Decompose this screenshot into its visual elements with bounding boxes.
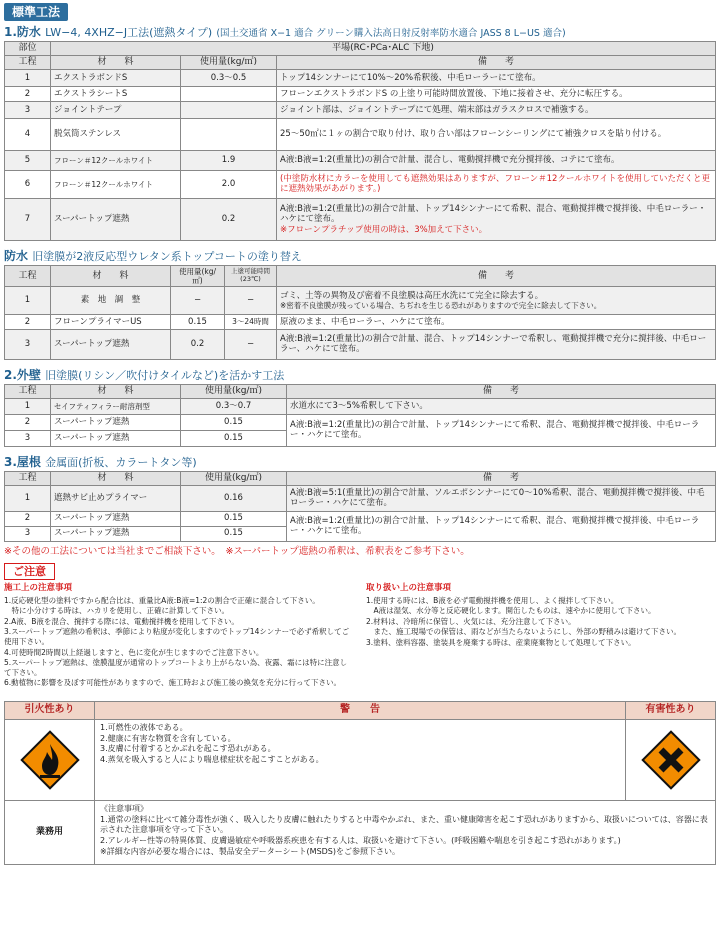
header-material: 材 料	[51, 384, 181, 398]
header-material: 材 料	[51, 56, 181, 70]
flammable-header: 引火性あり	[5, 701, 95, 719]
time: −	[225, 286, 277, 314]
header-material: 材 料	[51, 265, 171, 286]
note: ジョイント部は、ジョイントテープにて処理、端末部はガラスクロスで補強する。	[277, 101, 716, 118]
note: トップ14シンナーにて10%〜20%希釈後、中毛ローラーにて塗布。	[277, 69, 716, 86]
note: 水道水にて3〜5%希釈して下さい。	[287, 398, 716, 414]
list-item: 3.塗料、塗料容器、塗装具を廃棄する時は、産業廃棄物として処理して下さい。	[366, 638, 636, 648]
note-cell	[277, 198, 716, 240]
section2-title	[4, 366, 716, 384]
usage: 0.15	[181, 511, 287, 526]
table-row	[5, 118, 716, 150]
note: 原液のまま、中毛ローラー、ハケにて塗布。	[277, 314, 716, 329]
header-time-line1: 上塗可能時間	[231, 267, 270, 276]
usage: 2.0	[181, 170, 277, 198]
header-note: 備 考	[287, 471, 716, 485]
list-item: 2.材料は、冷暗所に保管し、火気には、充分注意して下さい。	[366, 616, 576, 626]
note-small: ※密着不良塗膜が残っている場合、ちぢれを生じる恐れがありますので完全に除去して下さい。	[280, 301, 602, 311]
header-time-line2: (23℃)	[240, 274, 261, 283]
area-value: 平場(RC･PCa･ALC 下地)	[51, 42, 716, 56]
business-use-label: 業務用	[5, 800, 95, 864]
usage: 0.15	[171, 314, 225, 329]
note: A液:B液=5:1(重量比)の割合で計量、ソルエポシンナーにて0〜10%希釈、混合、電動撹拌機で撹拌後、中毛ローラー・ハケにて塗布。	[287, 485, 716, 511]
construction-notes-title: 施工上の注意事項	[4, 582, 73, 593]
list-item: 特に小分けする時は、ハカリを使用し、正確に計算して下さい。	[4, 606, 229, 616]
footnote: ※その他の工法については当社までご相談下さい。 ※スーパートップ遮熱の希釈は、希釈表をご参考下さい。	[4, 545, 470, 557]
table-row	[5, 314, 716, 329]
step-no: 1	[5, 485, 51, 511]
section1-sub2: (国土交通省 X−1 適合 グリーン購入法高日射反射率防水適合 JASS 8 L−US 適合)	[216, 28, 566, 40]
section1-sub: LW−4, 4XHZ−J工法(遮熱タイプ)	[45, 26, 213, 40]
time: 3〜24時間	[225, 314, 277, 329]
section2-head: 2.外壁	[4, 367, 41, 382]
section2-sub: 旧塗膜(リシン／吹付けタイルなど)を活かす工法	[45, 368, 285, 382]
material: フローン＃12クールホワイト	[51, 150, 181, 170]
header-usage: 使用量(kg/㎡)	[181, 471, 287, 485]
list-item: 6.動植物に影響を及ぼす可能性がありますので、施工時および施工後の換気を充分に行って下さい。	[4, 678, 342, 688]
header-note: 備 考	[277, 265, 716, 286]
document	[4, 3, 716, 865]
list-item: 3.スーパートップ遮熱の希釈は、季節により粘度が変化しますのでトップ14シンナーで必ず希釈してご使用下さい。	[4, 627, 350, 647]
step-no: 6	[5, 170, 51, 198]
business-notes-title: 《注意事項》	[100, 803, 148, 813]
section1-title	[4, 23, 716, 41]
note-red: ※フローンプラチップ使用の時は、3%加えて下さい。	[280, 224, 488, 235]
construction-notes	[4, 583, 354, 699]
business-notes	[95, 800, 716, 864]
usage: 0.15	[181, 414, 287, 430]
section3-head: 3.屋根	[4, 454, 41, 469]
section2-table	[4, 384, 716, 447]
harmful-x-icon	[639, 728, 703, 792]
header-usage: 使用量(kg/㎡)	[181, 56, 277, 70]
step-no: 5	[5, 150, 51, 170]
header-step: 工程	[5, 56, 51, 70]
table-row	[5, 329, 716, 359]
usage	[181, 101, 277, 118]
table-row	[5, 170, 716, 198]
material: スーパートップ遮熱	[51, 414, 181, 430]
table-row	[5, 414, 716, 430]
note: A液:B液=1:2(重量比)の割合で計量、トップ14シンナーにて希釈、混合、電動撹拌機で撹拌後、中毛ローラー・ハケにて塗布。	[287, 511, 716, 541]
handling-notes	[366, 583, 716, 699]
material: スーパートップ遮熱	[51, 329, 171, 359]
note: ゴミ、土等の異物及び密着不良塗膜は高圧水洗にて完全に除去する。	[280, 290, 544, 301]
note-red: (中塗防水材にカラーを使用しても遮熱効果はありますが、フローン＃12クールホワイトを使用していただくと更に遮熱効果があがります。)	[277, 170, 716, 198]
table-row	[5, 398, 716, 414]
usage: −	[171, 286, 225, 314]
section3-sub: 金属面(折板、カラートタン等)	[45, 455, 197, 469]
step-no: 2	[5, 414, 51, 430]
table-row	[5, 198, 716, 240]
usage: 0.15	[181, 526, 287, 541]
table-row	[5, 286, 716, 314]
material: エクストラボンドS	[51, 69, 181, 86]
list-item: 1.通常の塗料に比べて雑分毒性が強く、吸入したり皮膚に触れたりすると中毒やかぶれ、また、重い健康障害を起こす恐れがありますから、取扱いについては、容器に表示された注意事項を守って下さい。	[100, 814, 708, 835]
table-row	[5, 69, 716, 86]
material: スーパートップ遮熱	[51, 198, 181, 240]
header-usage: 使用量(kg/㎡)	[171, 265, 225, 286]
section1-table	[4, 41, 716, 241]
usage: 0.2	[181, 198, 277, 240]
step-no: 4	[5, 118, 51, 150]
step-no: 1	[5, 69, 51, 86]
material: 脱気筒ステンレス	[51, 118, 181, 150]
material: 遮熱サビ止めプライマー	[51, 485, 181, 511]
list-item: 4.可使時間2時間以上経過しますと、色に変化が生じますのでご注意下さい。	[4, 647, 264, 657]
note: 25〜50㎡に１ヶの割合で取り付け、取り合い部はフローンシーリングにて補強クロスを貼り付ける。	[277, 118, 716, 150]
list-item: ※詳細な内容が必要な場合には、製品安全データーシート(MSDS)をご参照下さい。	[100, 846, 401, 856]
caution-tag: ご注意	[4, 563, 55, 580]
usage: 0.16	[181, 485, 287, 511]
warning-text	[95, 719, 626, 800]
flame-cell	[5, 719, 95, 800]
section3-title	[4, 453, 716, 471]
usage	[181, 86, 277, 101]
step-no: 3	[5, 101, 51, 118]
section1b-head: 防水	[4, 248, 29, 263]
section1-head: 1.防水	[4, 25, 41, 40]
material: エクストラシートS	[51, 86, 181, 101]
section1b-title	[4, 247, 716, 265]
list-item: 1.可燃性の液体である。	[100, 722, 188, 732]
note: A液:B液=1:2(重量比)の割合で計量、トップ14シンナーにて希釈、混合、電動撹拌機で撹拌後、中毛ローラー・ハケにて塗布。	[287, 414, 716, 446]
table-row	[5, 150, 716, 170]
caution-columns	[4, 583, 716, 699]
list-item: また、施工現場での保管は、雨などが当たらないようにし、外部の野積みは避けて下さい。	[366, 627, 681, 637]
step-no: 3	[5, 430, 51, 446]
list-item: 1.反応硬化型の塗料ですから配合比は、重量比A液:B液=1:2の割合で正確に混合して下さい。	[4, 595, 320, 605]
section1b-sub: 旧塗膜が2液反応型ウレタン系トップコートの塗り替え	[32, 249, 302, 263]
step-no: 2	[5, 511, 51, 526]
table-row	[5, 86, 716, 101]
table-row	[5, 101, 716, 118]
note-cell	[277, 286, 716, 314]
note: A液:B液=1:2(重量比)の割合で計量、混合、トップ14シンナーで希釈し、電動撹拌機で充分に撹拌後、中毛ローラー、ハケにて塗布。	[277, 329, 716, 359]
time: −	[225, 329, 277, 359]
material: ジョイントテープ	[51, 101, 181, 118]
step-no: 1	[5, 286, 51, 314]
header-step: 工程	[5, 384, 51, 398]
usage: 0.3〜0.7	[181, 398, 287, 414]
header-usage: 使用量(kg/㎡)	[181, 384, 287, 398]
harmful-header: 有害性あり	[626, 701, 716, 719]
step-no: 2	[5, 314, 51, 329]
usage	[181, 118, 277, 150]
list-item: 3.皮膚に付着するとかぶれを起こす恐れがある。	[100, 744, 276, 754]
standard-method-tag: 標準工法	[4, 3, 68, 21]
note: フローンエクストラボンドS の上塗り可能時間放置後、下地に接着させ、充分に転圧する。	[277, 86, 716, 101]
warning-table	[4, 701, 716, 865]
list-item: 2.A液、B液を混合、撹拌する際には、電動撹拌機を使用して下さい。	[4, 616, 239, 626]
list-item: 1.使用する時には、B液を必ず電動撹拌機を使用し、よく撹拌して下さい。	[366, 595, 619, 605]
step-no: 2	[5, 86, 51, 101]
usage: 0.3〜0.5	[181, 69, 277, 86]
material: フローン＃12クールホワイト	[51, 170, 181, 198]
material: フローンプライマーUS	[51, 314, 171, 329]
step-no: 3	[5, 329, 51, 359]
list-item: 2.アレルギー性等の特異体質、皮膚過敏症や呼吸器系疾患を有する人は、取扱いを避けて下さい。(呼吸困難や喘息を引き起こす恐れがあります。)	[100, 836, 621, 846]
usage: 0.2	[171, 329, 225, 359]
step-no: 3	[5, 526, 51, 541]
flame-icon	[18, 728, 82, 792]
step-no: 7	[5, 198, 51, 240]
header-note: 備 考	[287, 384, 716, 398]
material: スーパートップ遮熱	[51, 511, 181, 526]
area-label: 部位	[5, 42, 51, 56]
note: A液:B液=1:2(重量比)の割合で計量、トップ14シンナーにて希釈、混合、電動撹拌機で撹拌後、中毛ローラー・ハケにて塗布。	[280, 204, 707, 225]
list-item: 2.健康に有害な物質を含有している。	[100, 733, 236, 743]
section1b-table	[4, 265, 716, 360]
section3-table	[4, 471, 716, 542]
list-item: A液は湿気、水分等と反応硬化します。開缶したものは、速やかに使用して下さい。	[366, 606, 656, 616]
step-no: 1	[5, 398, 51, 414]
header-material: 材 料	[51, 471, 181, 485]
usage: 0.15	[181, 430, 287, 446]
header-step: 工程	[5, 265, 51, 286]
material: スーパートップ遮熱	[51, 526, 181, 541]
list-item: 5.スーパートップ遮熱は、塗膜温度が通常のトップコートより上がらない為、夜露、霜には特に注意して下さい。	[4, 658, 348, 677]
header-note: 備 考	[277, 56, 716, 70]
handling-notes-title: 取り扱い上の注意事項	[366, 582, 452, 593]
harmful-cell	[626, 719, 716, 800]
material: セイフティフィラー耐溶剤型	[51, 398, 181, 414]
table-row	[5, 511, 716, 526]
material: スーパートップ遮熱	[51, 430, 181, 446]
usage: 1.9	[181, 150, 277, 170]
note: A液:B液=1:2(重量比)の割合で計量、混合し、電動撹拌機で充分撹拌後、コテにて塗布。	[277, 150, 716, 170]
header-step: 工程	[5, 471, 51, 485]
table-row	[5, 485, 716, 511]
material: 素 地 調 整	[51, 286, 171, 314]
header-time	[225, 265, 277, 286]
list-item: 4.蒸気を吸入すると人により喘息様症状を起こすことがある。	[100, 755, 324, 765]
warning-header: 警 告	[95, 701, 626, 719]
